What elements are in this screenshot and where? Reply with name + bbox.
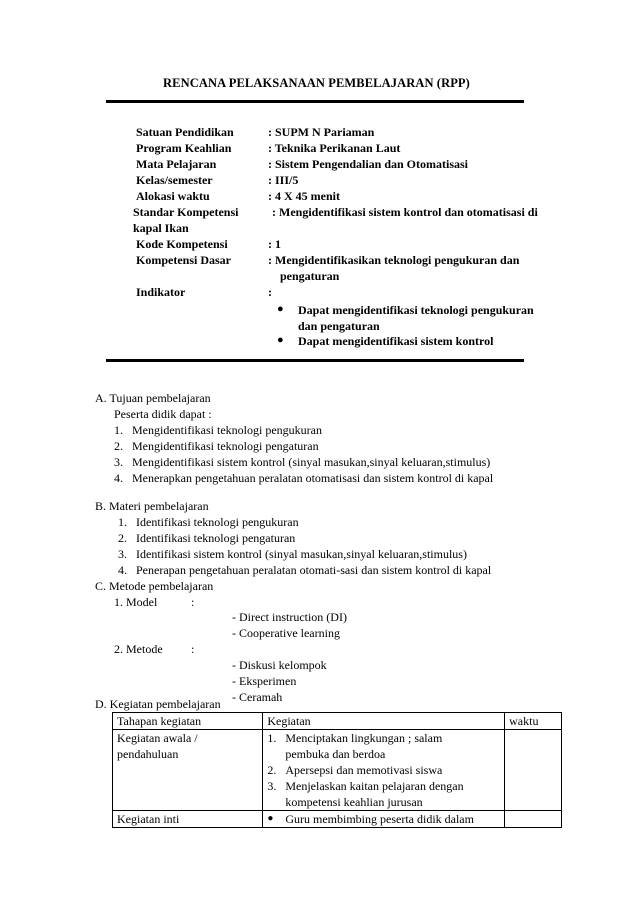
value-kelas: : III/5 — [268, 173, 299, 187]
table-cell — [505, 811, 562, 828]
top-rule — [106, 100, 524, 103]
list-item: 2. Mengidentifikasi teknologi pengaturan — [114, 439, 319, 453]
value-program: : Teknika Perikanan Laut — [268, 141, 401, 155]
label-indikator: Indikator — [136, 285, 186, 299]
bottom-rule — [106, 359, 524, 362]
table-cell — [113, 730, 263, 811]
value-standar: : Mengidentifikasi sistem kontrol dan otomatisasi di — [272, 205, 538, 219]
indikator-1-line2: dan pengaturan — [298, 319, 380, 333]
label-kelas: Kelas/semester — [136, 173, 213, 187]
list-item: 2. Identifikasi teknologi pengaturan — [118, 531, 296, 545]
list-item: ● Guru membimbing peserta didik dalam — [267, 812, 474, 826]
list-item: - Cooperative learning — [232, 626, 340, 640]
label-standar-cont: kapal Ikan — [133, 221, 189, 235]
table-cell — [263, 811, 505, 828]
tahapan-text: Kegiatan awala / — [117, 731, 198, 745]
value-alokasi: : 4 X 45 menit — [268, 189, 340, 203]
indikator-2-line1: Dapat mengidentifikasi sistem kontrol — [298, 334, 494, 348]
list-item: 4. Menerapkan pengetahuan peralatan otomatisasi dan sistem kontrol di kapal — [114, 471, 494, 485]
metode-label: 2. Metode — [114, 642, 163, 656]
label-kode: Kode Kompetensi — [136, 237, 228, 251]
list-item: 2. Apersepsi dan memotivasi siswa — [267, 763, 443, 777]
column-header: Kegiatan — [263, 713, 505, 730]
label-alokasi: Alokasi waktu — [136, 189, 210, 203]
model-colon: : — [191, 595, 195, 609]
list-item: - Ceramah — [232, 690, 283, 704]
value-kode: : 1 — [268, 237, 281, 251]
label-satuan: Satuan Pendidikan — [136, 125, 234, 139]
label-standar: Standar Kompetensi — [133, 205, 239, 219]
label-program: Program Keahlian — [136, 141, 232, 155]
list-item: - Eksperimen — [232, 674, 297, 688]
bullet-icon: ● — [277, 303, 284, 315]
bullet-icon: ● — [277, 334, 284, 346]
section-c-heading: C. Metode pembelajaran — [95, 579, 214, 593]
value-kd: : Mengidentifikasikan teknologi pengukuran dan — [268, 253, 520, 267]
bullet-icon: ● — [267, 813, 274, 824]
section-b-heading: B. Materi pembelajaran — [95, 499, 209, 513]
list-item: - Diskusi kelompok — [232, 658, 327, 672]
list-item: - Direct instruction (DI) — [232, 610, 347, 624]
table-header-row — [113, 713, 562, 730]
list-item-cont: pembuka dan berdoa — [285, 747, 386, 761]
list-item: 4. Penerapan pengetahuan peralatan otomati-sasi dan sistem kontrol di kapal — [118, 563, 492, 577]
list-item: 1. Identifikasi teknologi pengukuran — [118, 515, 299, 529]
label-kd: Kompetensi Dasar — [136, 253, 231, 267]
value-kd-cont: pengaturan — [280, 269, 340, 283]
tahapan-text: pendahuluan — [117, 747, 179, 761]
section-a-intro: Peserta didik dapat : — [114, 407, 212, 421]
list-item: 3. Menjelaskan kaitan pelajaran dengan — [267, 779, 464, 793]
table-cell — [505, 730, 562, 811]
table-row — [113, 811, 562, 828]
column-header: waktu — [505, 713, 562, 730]
section-a-heading: A. Tujuan pembelajaran — [95, 391, 211, 405]
table-cell: Kegiatan inti — [113, 811, 263, 828]
list-item: 3. Mengidentifikasi sistem kontrol (sinyal masukan,sinyal keluaran,stimulus) — [114, 455, 491, 469]
table-cell — [263, 730, 505, 811]
document-title: RENCANA PELAKSANAAN PEMBELAJARAN (RPP) — [163, 76, 470, 90]
section-d-heading: D. Kegiatan pembelajaran — [95, 697, 221, 711]
model-label: 1. Model — [114, 595, 158, 609]
table-row — [113, 730, 562, 811]
column-header: Tahapan kegiatan — [113, 713, 263, 730]
list-item-cont: kompetensi keahlian jurusan — [285, 795, 423, 809]
value-indikator: : — [268, 285, 272, 299]
indikator-1-line1: Dapat mengidentifikasi teknologi pengukuran — [298, 303, 534, 317]
metode-colon: : — [191, 642, 195, 656]
kegiatan-table — [112, 712, 562, 828]
value-satuan: : SUPM N Pariaman — [268, 125, 375, 139]
list-item: 3. Identifikasi sistem kontrol (sinyal masukan,sinyal keluaran,stimulus) — [118, 547, 467, 561]
value-mapel: : Sistem Pengendalian dan Otomatisasi — [268, 157, 469, 171]
list-item: 1. Menciptakan lingkungan ; salam — [267, 731, 443, 745]
label-mapel: Mata Pelajaran — [136, 157, 217, 171]
list-item: 1. Mengidentifikasi teknologi pengukuran — [114, 423, 322, 437]
